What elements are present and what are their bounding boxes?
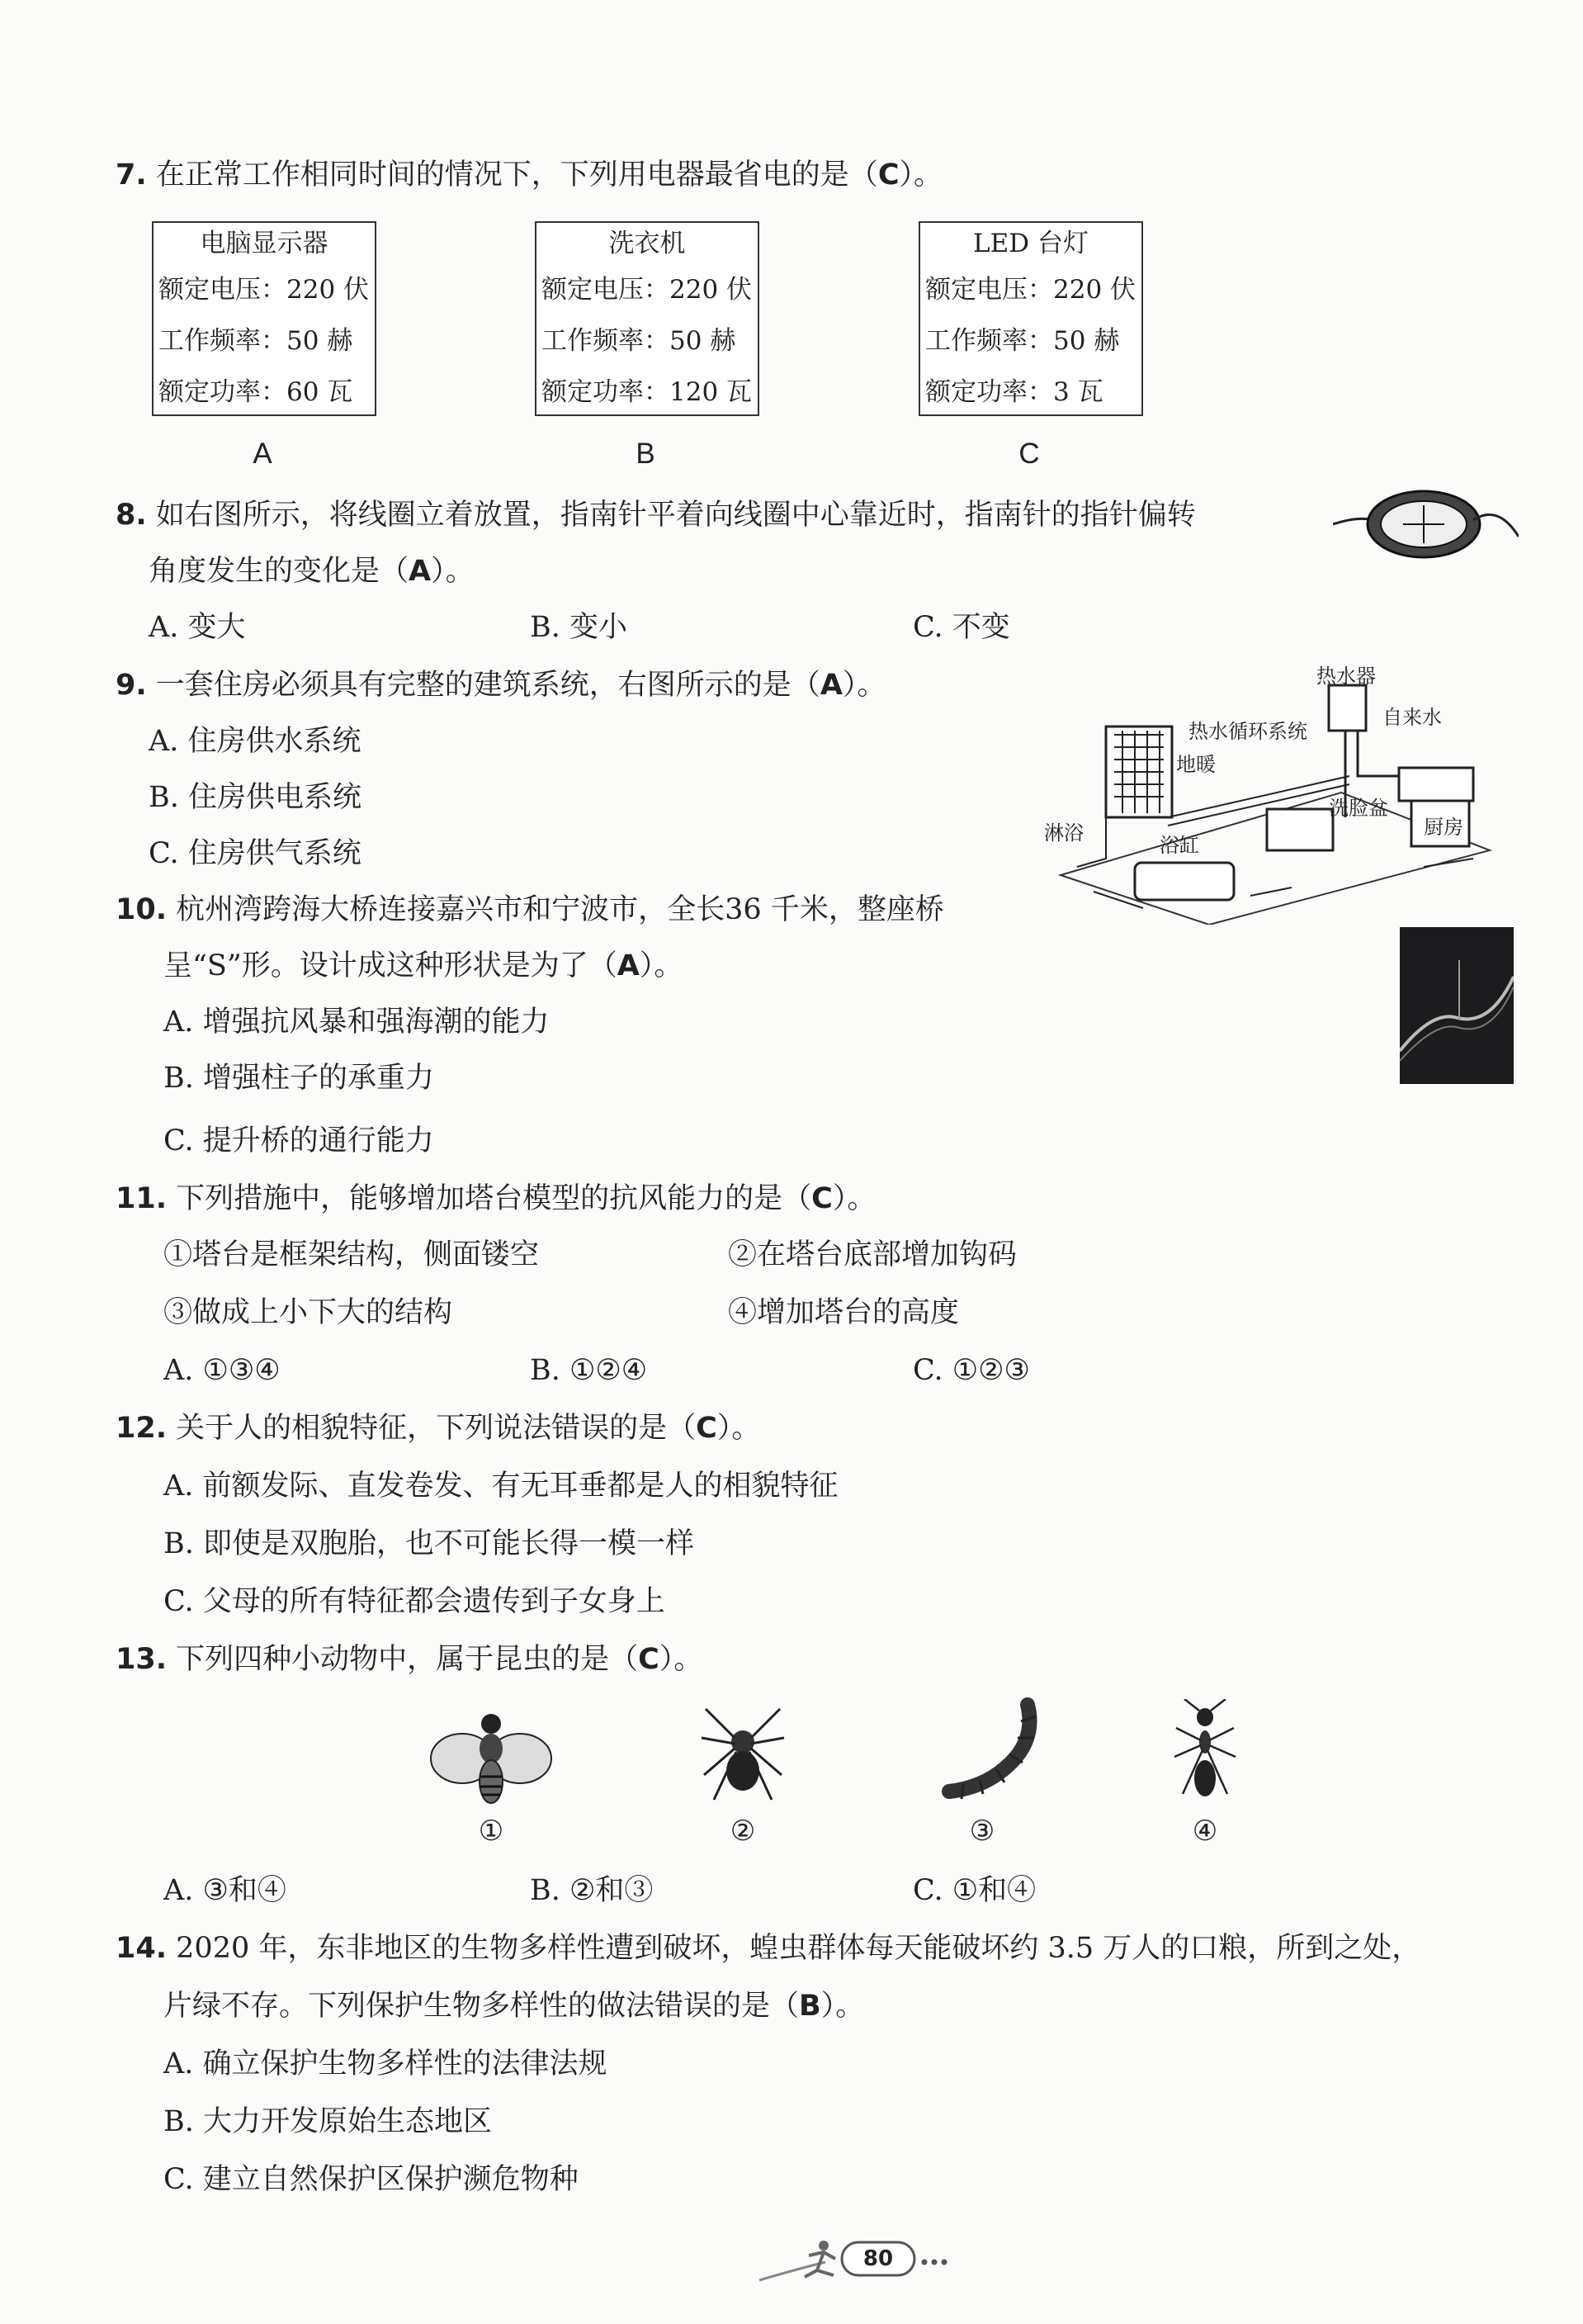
q7-stem: 7. 在正常工作相同时间的情况下，下列用电器最省电的是（C）。 (116, 159, 943, 192)
fig-label-heater: 热水器 (1316, 665, 1376, 688)
q11-stem: 11. 下列措施中，能够增加塔台模型的抗风能力的是（C）。 (116, 1182, 877, 1215)
fig-label-loop: 热水循环系统 (1188, 720, 1307, 743)
q7-label-b: B (636, 438, 655, 470)
page-footer (759, 2237, 957, 2287)
fig-label-kitchen: 厨房 (1424, 816, 1463, 839)
q7-option-c-spec-box: LED 台灯 额定电压：220 伏 工作频率：50 赫 额定功率：3 瓦 (919, 221, 1143, 416)
animal-label-3: ③ (969, 1815, 995, 1848)
q11-statement-3: ③做成上小下大的结构 (163, 1296, 453, 1329)
q12-option-b: B. 即使是双胞胎，也不可能长得一模一样 (163, 1527, 694, 1560)
q14-option-c: C. 建立自然保护区保护濒危物种 (163, 2163, 579, 2196)
coil-compass-figure (1333, 487, 1519, 566)
q9-option-b: B. 住房供电系统 (149, 781, 361, 814)
q9-option-c: C. 住房供气系统 (149, 837, 361, 870)
water-system-figure (1044, 660, 1506, 925)
q13-option-a: A. ③和④ (163, 1874, 286, 1907)
q13-option-b: B. ②和③ (530, 1874, 654, 1907)
q11-option-b: B. ①②④ (530, 1354, 648, 1387)
q12-option-a: A. 前额发际、直发卷发、有无耳垂都是人的相貌特征 (163, 1470, 839, 1503)
fig-label-floor: 地暖 (1176, 753, 1216, 776)
fig-label-shower: 淋浴 (1044, 821, 1084, 845)
bee-illustration (429, 1701, 553, 1808)
q11-statement-2: ②在塔台底部增加钩码 (728, 1238, 1018, 1271)
q14-option-a: A. 确立保护生物多样性的法律法规 (163, 2047, 607, 2080)
q8-stem-line2: 角度发生的变化是（A）。 (149, 555, 475, 588)
q12-stem: 12. 关于人的相貌特征，下列说法错误的是（C）。 (116, 1412, 761, 1445)
q9-option-a: A. 住房供水系统 (149, 725, 361, 758)
q14-option-b: B. 大力开发原始生态地区 (163, 2105, 492, 2138)
fig-label-sink: 洗脸盆 (1329, 797, 1388, 820)
q10-option-a: A. 增强抗风暴和强海潮的能力 (163, 1006, 550, 1039)
fig-label-tap: 自来水 (1382, 706, 1442, 729)
q11-option-a: A. ①③④ (163, 1354, 281, 1387)
q11-statement-1: ①塔台是框架结构，侧面镂空 (163, 1238, 540, 1271)
q8-option-a: A. 变大 (149, 611, 246, 644)
q7-option-a-spec-box: 电脑显示器 额定电压：220 伏 工作频率：50 赫 额定功率：60 瓦 (152, 221, 376, 416)
fig-label-tub: 浴缸 (1160, 834, 1199, 857)
animal-label-1: ① (478, 1815, 504, 1848)
animal-label-2: ② (730, 1815, 756, 1848)
q8-stem-line1: 8. 如右图所示，将线圈立着放置，指南针平着向线圈中心靠近时，指南针的指针偏转 (116, 499, 1196, 532)
q13-stem: 13. 下列四种小动物中，属于昆虫的是（C）。 (116, 1643, 703, 1676)
q7-label-a: A (253, 438, 272, 470)
animal-label-4: ④ (1192, 1815, 1218, 1848)
q13-option-c: C. ①和④ (913, 1874, 1037, 1907)
q11-option-c: C. ①②③ (913, 1354, 1030, 1387)
q10-stem-line2: 呈“S”形。设计成这种形状是为了（A）。 (163, 949, 683, 982)
q7-option-b-spec-box: 洗衣机 额定电压：220 伏 工作频率：50 赫 额定功率：120 瓦 (535, 221, 759, 416)
page-number: 80 (862, 2246, 894, 2271)
q8-option-c: C. 不变 (913, 611, 1010, 644)
q10-stem-line1: 10. 杭州湾跨海大桥连接嘉兴市和宁波市，全长36 千米，整座桥 (116, 893, 944, 926)
ant-illustration (1168, 1699, 1242, 1810)
q7-label-c: C (1018, 438, 1040, 470)
q14-stem-line2: 片绿不存。下列保护生物多样性的做法错误的是（B）。 (163, 1990, 865, 2023)
q14-stem-line1: 14. 2020 年，东非地区的生物多样性遭到破坏，蝗虫群体每天能破坏约 3.5 万人的口粮，所到之处， (116, 1932, 1421, 1965)
q10-option-c: C. 提升桥的通行能力 (163, 1124, 434, 1157)
spider-illustration (697, 1701, 788, 1808)
q8-option-b: B. 变小 (530, 611, 627, 644)
q12-option-c: C. 父母的所有特征都会遗传到子女身上 (163, 1585, 665, 1618)
bridge-photo (1400, 927, 1514, 1084)
centipede-illustration (929, 1697, 1044, 1808)
q9-stem: 9. 一套住房必须具有完整的建筑系统，右图所示的是（A）。 (116, 669, 886, 702)
q10-option-b: B. 增强柱子的承重力 (163, 1062, 434, 1095)
q11-statement-4: ④增加塔台的高度 (728, 1296, 960, 1329)
